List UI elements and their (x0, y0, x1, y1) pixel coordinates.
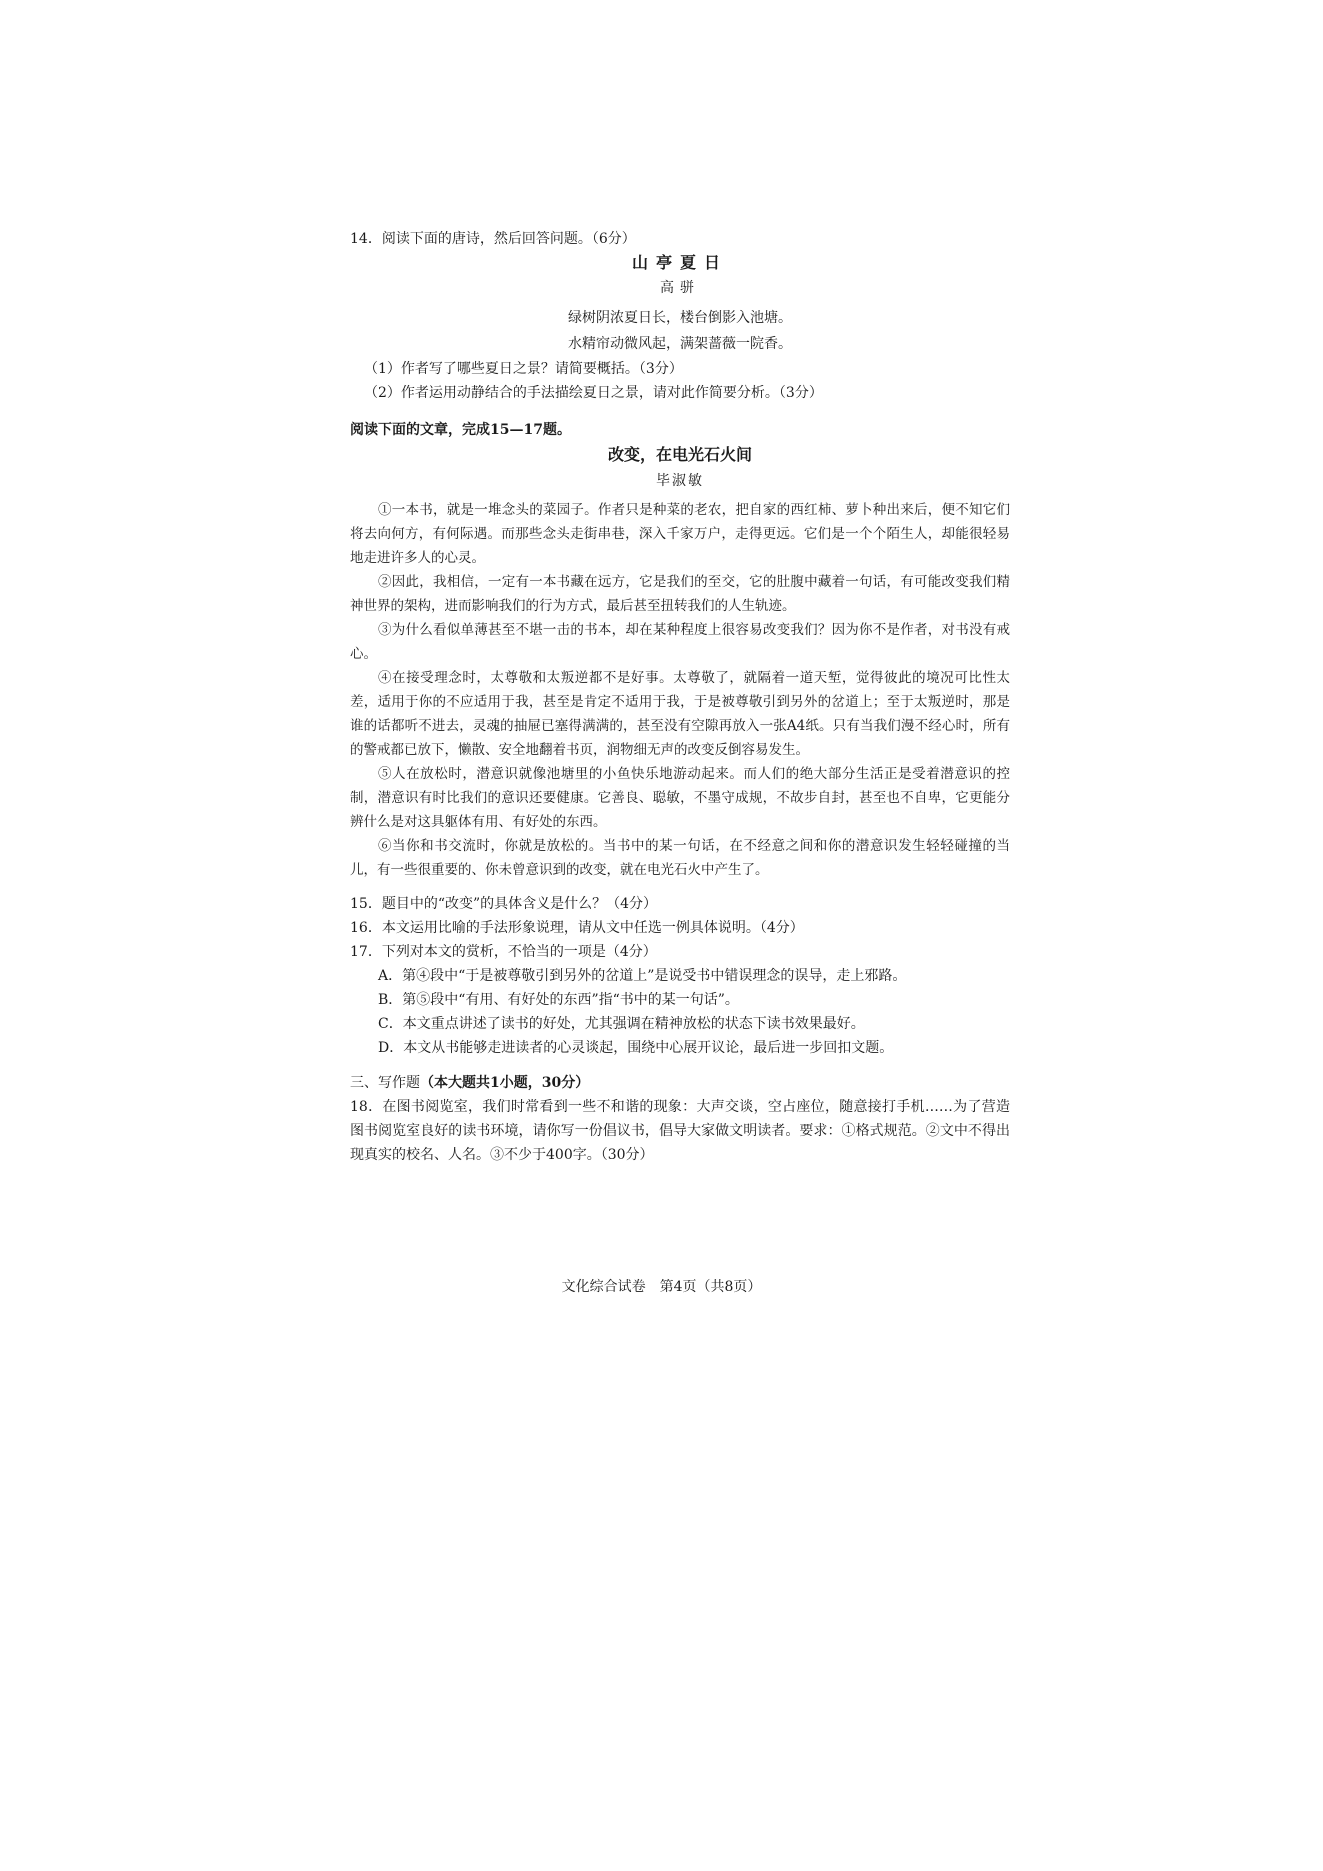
poem-line: 水精帘动微风起，满架蔷薇一院香。 (568, 336, 792, 352)
article-paragraph-4: ④在接受理念时，太尊敬和太叛逆都不是好事。太尊敬了，就隔着一道天堑，觉得彼此的境况可比性太差，适用于你的不应适用于我，甚至是肯定不适用于我，于是被尊敬引到另外的岔道上；至于太叛逆时，那是谁的话都听不进去，灵魂的抽屉已塞得满满的，甚至没有空隙再放入一张A4纸。只有当我们漫不经心时，所有的警戒都已放下，懒散、安全地翻着书页，润物细无声的改变反倒容易发生。 (350, 670, 1010, 758)
option-b: B．第⑤段中“有用、有好处的东西”指“书中的某一句话”。 (378, 992, 739, 1008)
article-paragraph-3: ③为什么看似单薄甚至不堪一击的书本，却在某种程度上很容易改变我们？因为你不是作者，对书没有戒心。 (350, 622, 1010, 662)
option-a: A．第④段中“于是被尊敬引到另外的岔道上”是说受书中错误理念的误导，走上邪路。 (378, 968, 907, 984)
article-title: 改变，在电光石火间 (607, 445, 752, 464)
article-paragraph-5: ⑤人在放松时，潜意识就像池塘里的小鱼快乐地游动起来。而人们的绝大部分生活正是受着潜意识的控制，潜意识有时比我们的意识还要健康。它善良、聪敏，不墨守成规，不故步自封，甚至也不自卑，它更能分辨什么是对这具躯体有用、有好处的东西。 (350, 766, 1010, 830)
writing-section-note: （本大题共1小题，30分） (420, 1075, 590, 1091)
article-author: 毕淑敏 (656, 473, 704, 489)
question-17: 17．下列对本文的赏析，不恰当的一项是（4分） (350, 944, 657, 960)
reading-intro: 阅读下面的文章，完成15—17题。 (350, 422, 571, 438)
question-18: 18．在图书阅览室，我们时常看到一些不和谐的现象：大声交谈，空占座位，随意接打手机……为了营造图书阅览室良好的读书环境，请你写一份倡议书，倡导大家做文明读者。要求：①格式规范。②文中不得出现真实的校名、人名。③不少于400字。（30分） (350, 1099, 1010, 1163)
writing-section-label: 三、写作题 (350, 1075, 420, 1091)
page-content (350, 228, 1010, 1167)
question-15: 15．题目中的“改变”的具体含义是什么？（4分） (350, 896, 658, 912)
question-16: 16．本文运用比喻的手法形象说理，请从文中任选一例具体说明。（4分） (350, 920, 804, 936)
reading-questions (350, 892, 1010, 1060)
option-d: D．本文从书能够走进读者的心灵谈起，围绕中心展开议论，最后进一步回扣文题。 (378, 1040, 894, 1056)
poem-author: 高骈 (660, 280, 700, 296)
writing-section-heading (350, 1072, 1010, 1095)
article-paragraph-6: ⑥当你和书交流时，你就是放松的。当书中的某一句话，在不经意之间和你的潜意识发生轻轻碰撞的当儿，有一些很重要的、你未曾意识到的改变，就在电光石火中产生了。 (350, 838, 1010, 878)
option-c: C．本文重点讲述了读书的好处，尤其强调在精神放松的状态下读书效果最好。 (378, 1016, 865, 1032)
article-paragraph-1: ①一本书，就是一堆念头的菜园子。作者只是种菜的老农，把自家的西红柿、萝卜种出来后，便不知它们将去向何方，有何际遇。而那些念头走街串巷，深入千家万户，走得更远。它们是一个个陌生人，却能很轻易地走进许多人的心灵。 (350, 502, 1010, 566)
article-paragraph-2: ②因此，我相信，一定有一本书藏在远方，它是我们的至交，它的肚腹中藏着一句话，有可能改变我们精神世界的架构，进而影响我们的行为方式，最后甚至扭转我们的人生轨迹。 (350, 574, 1010, 614)
q14-prompt: 14．阅读下面的唐诗，然后回答问题。（6分） (350, 231, 636, 247)
q14-sub-question-1: （1）作者写了哪些夏日之景？请简要概括。（3分） (364, 361, 683, 377)
poem-title: 山亭夏日 (631, 253, 728, 272)
q14-sub-question-2: （2）作者运用动静结合的手法描绘夏日之景，请对此作简要分析。（3分） (364, 385, 823, 401)
page-footer: 文化综合试卷 第4页（共8页） (561, 1279, 762, 1295)
poem-line: 绿树阴浓夏日长，楼台倒影入池塘。 (568, 310, 792, 326)
